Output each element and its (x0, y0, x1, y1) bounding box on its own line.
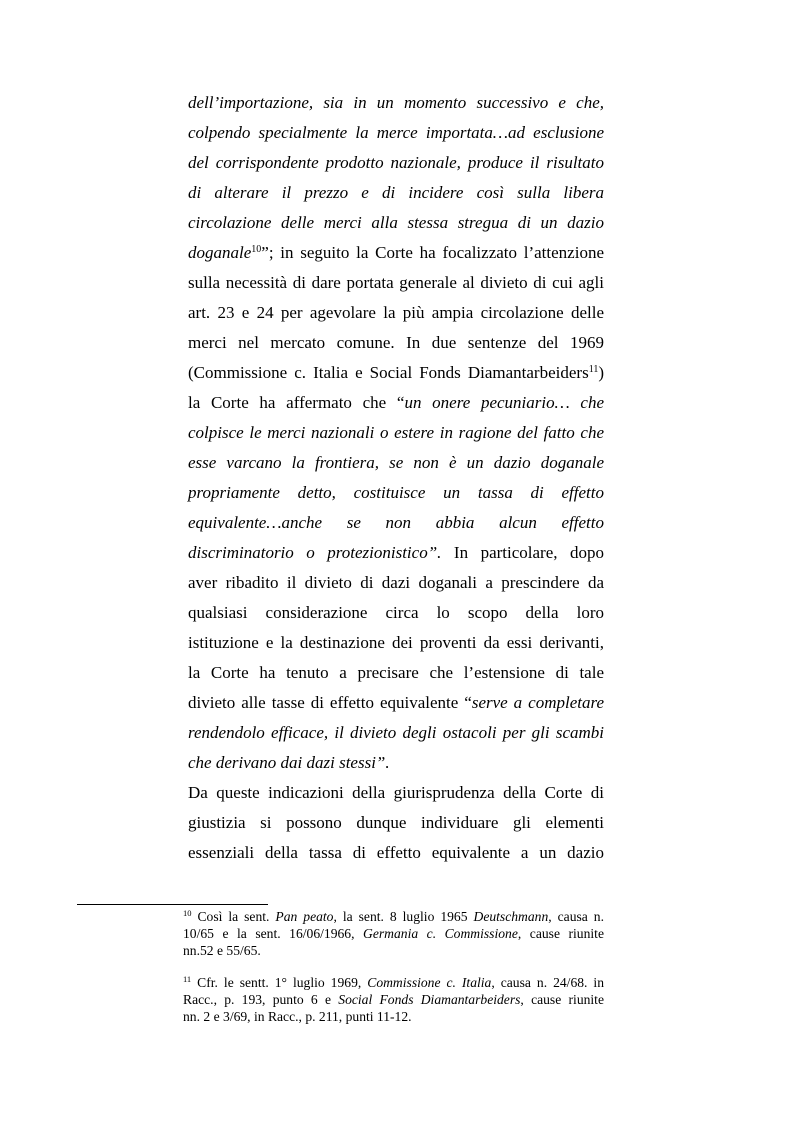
text-line (188, 238, 604, 268)
text-line (188, 448, 604, 478)
text-segment: qualsiasi considerazione circa lo scopo della loro (188, 603, 604, 622)
italic-text: di alterare il prezzo e di incidere così sulla libera (188, 183, 604, 202)
text-line (188, 358, 604, 388)
text-line (188, 688, 604, 718)
text-segment: essenziali della tassa di effetto equivalente a un dazio (188, 843, 604, 862)
italic-text: rendendolo efficace, il divieto degli ostacoli per gli scambi (188, 723, 604, 742)
text-line (188, 388, 604, 418)
footnote-line (183, 925, 604, 942)
footnote-reference: 10 (183, 908, 192, 918)
text-line (188, 478, 604, 508)
italic-text: un onere pecuniario… che (404, 393, 604, 412)
footnote (183, 908, 604, 959)
text-segment: sulla necessità di dare portata generale al divieto di cui agli (188, 273, 604, 292)
text-segment: art. 23 e 24 per agevolare la più ampia circolazione delle (188, 303, 604, 322)
text-line (188, 808, 604, 838)
italic-text: dell’importazione, sia in un momento successivo e che, (188, 93, 604, 112)
footnotes-block (183, 908, 604, 1025)
text-line (188, 568, 604, 598)
text-line (188, 748, 604, 778)
text-line (188, 508, 604, 538)
text-segment: , la sent. 8 luglio 1965 (333, 909, 474, 924)
footnote-reference: 11 (588, 364, 599, 375)
italic-text: Commissione c. Italia (367, 975, 492, 990)
text-segment: ) (598, 363, 604, 382)
text-line (188, 298, 604, 328)
italic-text: esse varcano la frontiera, se non è un dazio doganale (188, 453, 604, 472)
italic-text: colpendo specialmente la merce importata…ad esclusione (188, 123, 604, 142)
text-segment: 10/65 e la sent. 16/06/1966, (183, 926, 364, 941)
footnote-line (183, 974, 604, 991)
text-segment: merci nel mercato comune. In due sentenze del 1969 (188, 333, 604, 352)
italic-text: del corrispondente prodotto nazionale, produce il risultato (188, 153, 604, 172)
footnote-reference: 10 (251, 244, 262, 255)
text-line (188, 778, 604, 808)
footnote-reference: 11 (183, 974, 192, 984)
text-segment: giustizia si possono dunque individuare gli elementi (188, 813, 604, 832)
text-line (188, 268, 604, 298)
italic-text: propriamente detto, costituisce un tassa di effetto (188, 483, 604, 502)
text-line (188, 628, 604, 658)
text-line (188, 328, 604, 358)
text-segment: la Corte ha affermato che “ (188, 393, 405, 412)
text-segment: , causa n. (548, 909, 604, 924)
text-line (188, 658, 604, 688)
main-text-block (188, 88, 604, 868)
italic-text: colpisce le merci nazionali o estere in ragione del fatto che (188, 423, 604, 442)
text-segment: divieto alle tasse di effetto equivalente “ (188, 693, 472, 712)
italic-text: Deutschmann (473, 909, 549, 924)
footnote (183, 974, 604, 1025)
italic-text: Germania c. Commissione (363, 926, 518, 941)
text-line (188, 208, 604, 238)
text-segment: nn.52 e 55/65. (183, 943, 261, 958)
text-segment: istituzione e la destinazione dei proventi da essi derivanti, (188, 633, 604, 652)
text-segment: la Corte ha tenuto a precisare che l’estensione di tale (188, 663, 604, 682)
footnote-line (183, 991, 604, 1008)
italic-text: che derivano dai dazi stessi”. (188, 753, 390, 772)
text-line (188, 178, 604, 208)
text-segment: Cfr. le sentt. 1° luglio 1969, (191, 975, 368, 990)
text-segment: , cause riunite (520, 992, 604, 1007)
text-line (188, 538, 604, 568)
footnote-line (183, 1008, 604, 1025)
text-segment: ”; in seguito la Corte ha focalizzato l’attenzione (261, 243, 604, 262)
text-segment: Racc., p. 193, punto 6 e (183, 992, 339, 1007)
text-segment: , cause riunite (517, 926, 604, 941)
italic-text: discriminatorio o protezionistico”. (188, 543, 442, 562)
italic-text: circolazione delle merci alla stessa stregua di un dazio (188, 213, 604, 232)
text-segment: (Commissione c. Italia e Social Fonds Diamantarbeiders (188, 363, 589, 382)
text-segment: In particolare, dopo (441, 543, 604, 562)
text-line (188, 88, 604, 118)
italic-text: doganale (188, 243, 252, 262)
footnote-separator (77, 904, 268, 905)
text-segment: nn. 2 e 3/69, in Racc., p. 211, punti 11-12. (183, 1009, 412, 1024)
italic-text: Social Fonds Diamantarbeiders (338, 992, 521, 1007)
text-line (188, 118, 604, 148)
text-line (188, 598, 604, 628)
footnote-line (183, 908, 604, 925)
italic-text: Pan peato (275, 909, 334, 924)
text-line (188, 148, 604, 178)
footnote-line (183, 942, 604, 959)
text-segment: Da queste indicazioni della giurisprudenza della Corte di (188, 783, 604, 802)
text-line (188, 418, 604, 448)
text-segment: , causa n. 24/68. in (491, 975, 604, 990)
text-line (188, 718, 604, 748)
text-segment: Così la sent. (191, 909, 276, 924)
italic-text: equivalente…anche se non abbia alcun effetto (188, 513, 604, 532)
text-segment: aver ribadito il divieto di dazi doganali a prescindere da (188, 573, 604, 592)
text-line (188, 838, 604, 868)
italic-text: serve a completare (471, 693, 604, 712)
